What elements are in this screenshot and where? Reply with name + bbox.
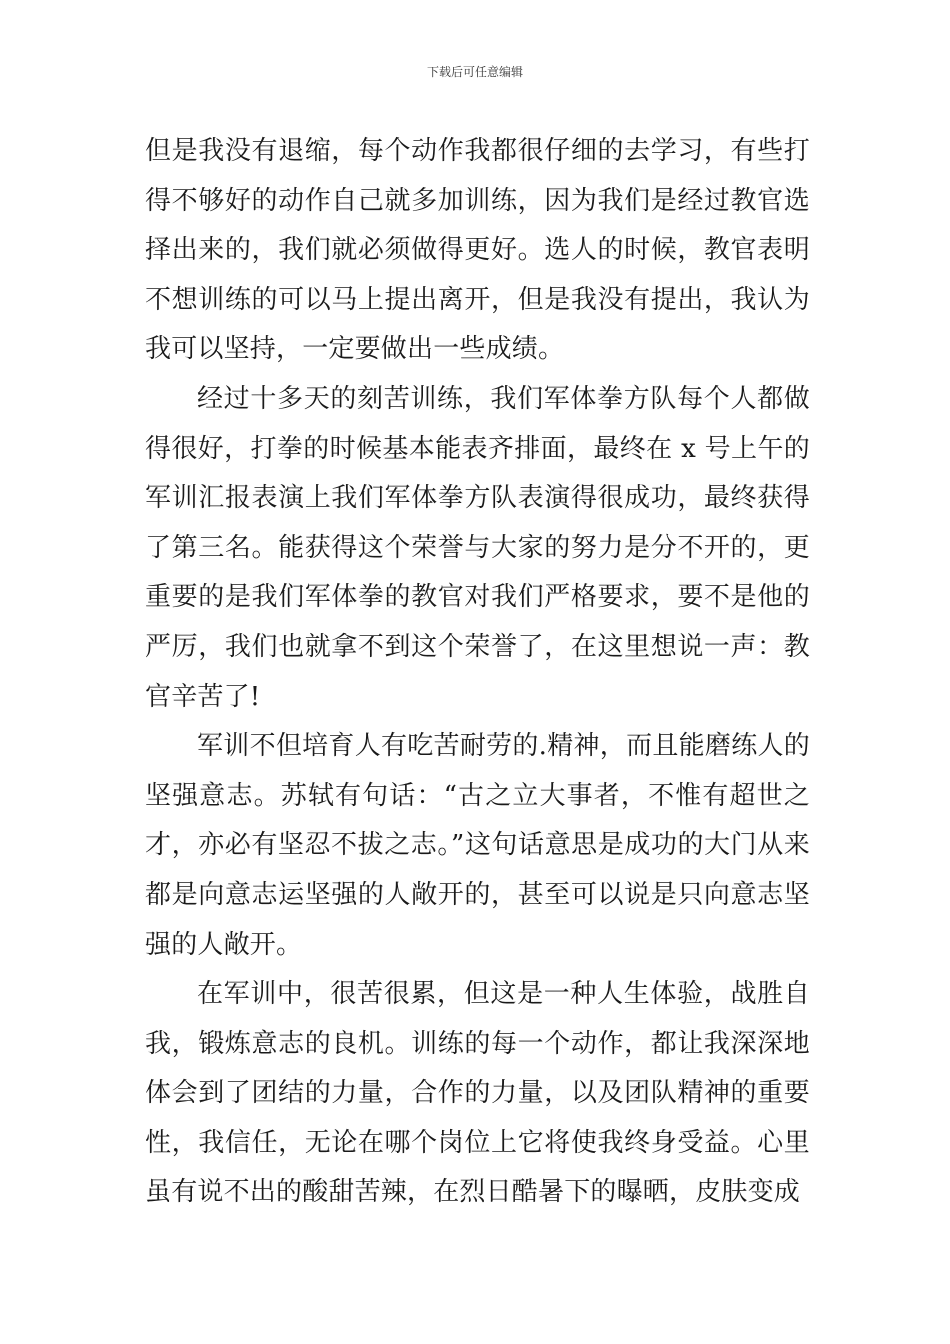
page-header-note: 下载后可任意编辑 [426, 65, 523, 79]
document-body [145, 127, 810, 1218]
paragraph-3: 军训不但培育人有吃苦耐劳的.精神，而且能磨练人的坚强意志。苏轼有句话：“古之立大事者，不惟有超世之才，亦必有坚忍不拔之志。”这句话意思是成功的大门从来都是向意志运坚强的人敞开的，甚至可以说是只向意志坚强的人敞开。 [145, 731, 810, 960]
paragraph-2: 经过十多天的刻苦训练，我们军体拳方队每个人都做得很好，打拳的时候基本能表齐排面，最终在 x 号上午的军训汇报表演上我们军体拳方队表演得很成功，最终获得了第三名。能获得这个荣誉与大家的努力是分不开的，更重要的是我们军体拳的教官对我们严格要求，要不是他的严厉，我们也就拿不到这个荣誉了，在这里想说一声：教官辛苦了! [145, 383, 810, 712]
paragraph-4: 在军训中，很苦很累，但这是一种人生体验，战胜自我，锻炼意志的良机。训练的每一个动作，都让我深深地体会到了团结的力量，合作的力量，以及团队精神的重要性，我信任，无论在哪个岗位上它将使我终身受益。心里虽有说不出的酸甜苦辣，在烈日酷暑下的曝晒，皮肤变成 [145, 979, 810, 1208]
paragraph-1: 但是我没有退缩，每个动作我都很仔细的去学习，有些打得不够好的动作自己就多加训练，因为我们是经过教官选择出来的，我们就必须做得更好。选人的时候，教官表明不想训练的可以马上提出离开，但是我没有提出，我认为我可以坚持，一定要做出一些成绩。 [145, 136, 810, 365]
